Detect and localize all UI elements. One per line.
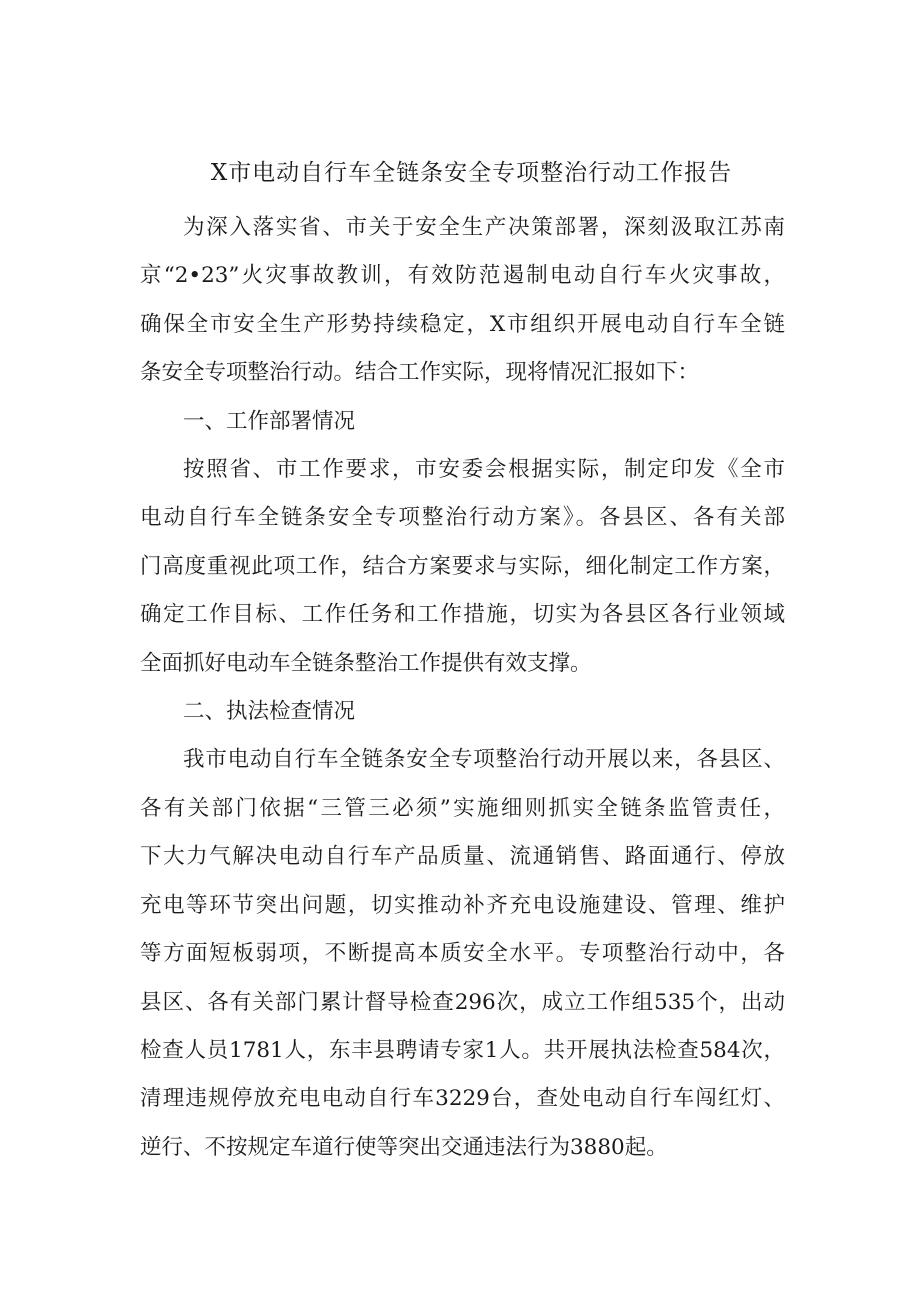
paragraph-line: 确保全市安全生产形势持续稳定，X市组织开展电动自行车全链	[140, 311, 785, 337]
intro-paragraph	[140, 204, 785, 398]
paragraph-line: 条安全专项整治行动。结合工作实际，现将情况汇报如下：	[140, 360, 700, 386]
paragraph-line: 逆行、不按规定车道行使等突出交通违法行为3880起。	[140, 1134, 668, 1160]
paragraph-line: 京“2•23”火灾事故教训，有效防范遏制电动自行车火灾事故，	[140, 263, 785, 289]
paragraph-line: 门高度重视此项工作，结合方案要求与实际，细化制定工作方案，	[140, 553, 785, 579]
paragraph-line: 等方面短板弱项，不断提高本质安全水平。专项整治行动中，各	[140, 941, 785, 967]
paragraph-line: 全面抓好电动车全链条整治工作提供有效支撑。	[140, 650, 592, 676]
paragraph-line: 按照省、市工作要求，市安委会根据实际，制定印发《全市	[183, 457, 785, 483]
enforcement-paragraph	[140, 736, 785, 1172]
paragraph-line: 各有关部门依据“三管三必须”实施细则抓实全链条监管责任，	[140, 795, 785, 821]
section-heading-deployment: 一、工作部署情况	[183, 408, 356, 434]
paragraph-line: 检查人员1781人，东丰县聘请专家1人。共开展执法检查584次，	[140, 1037, 785, 1063]
section-heading-enforcement: 二、执法检查情况	[183, 699, 356, 725]
paragraph-line: 下大力气解决电动自行车产品质量、流通销售、路面通行、停放	[140, 844, 785, 870]
paragraph-line: 我市电动自行车全链条安全专项整治行动开展以来，各县区、	[183, 747, 785, 773]
paragraph-line: 电动自行车全链条安全专项整治行动方案》。各县区、各有关部	[140, 505, 785, 531]
deployment-paragraph	[140, 446, 785, 688]
paragraph-line: 县区、各有关部门累计督导检查296次，成立工作组535个，出动	[140, 989, 785, 1015]
document-page	[140, 146, 785, 1172]
document-title: X市电动自行车全链条安全专项整治行动工作报告	[210, 160, 733, 186]
paragraph-line: 确定工作目标、工作任务和工作措施，切实为各县区各行业领域	[140, 602, 785, 628]
paragraph-line: 为深入落实省、市关于安全生产决策部署，深刻汲取江苏南	[183, 215, 785, 240]
paragraph-line: 清理违规停放充电电动自行车3229台，查处电动自行车闯红灯、	[140, 1086, 785, 1112]
paragraph-line: 充电等环节突出问题，切实推动补齐充电设施建设、管理、维护	[140, 892, 785, 918]
